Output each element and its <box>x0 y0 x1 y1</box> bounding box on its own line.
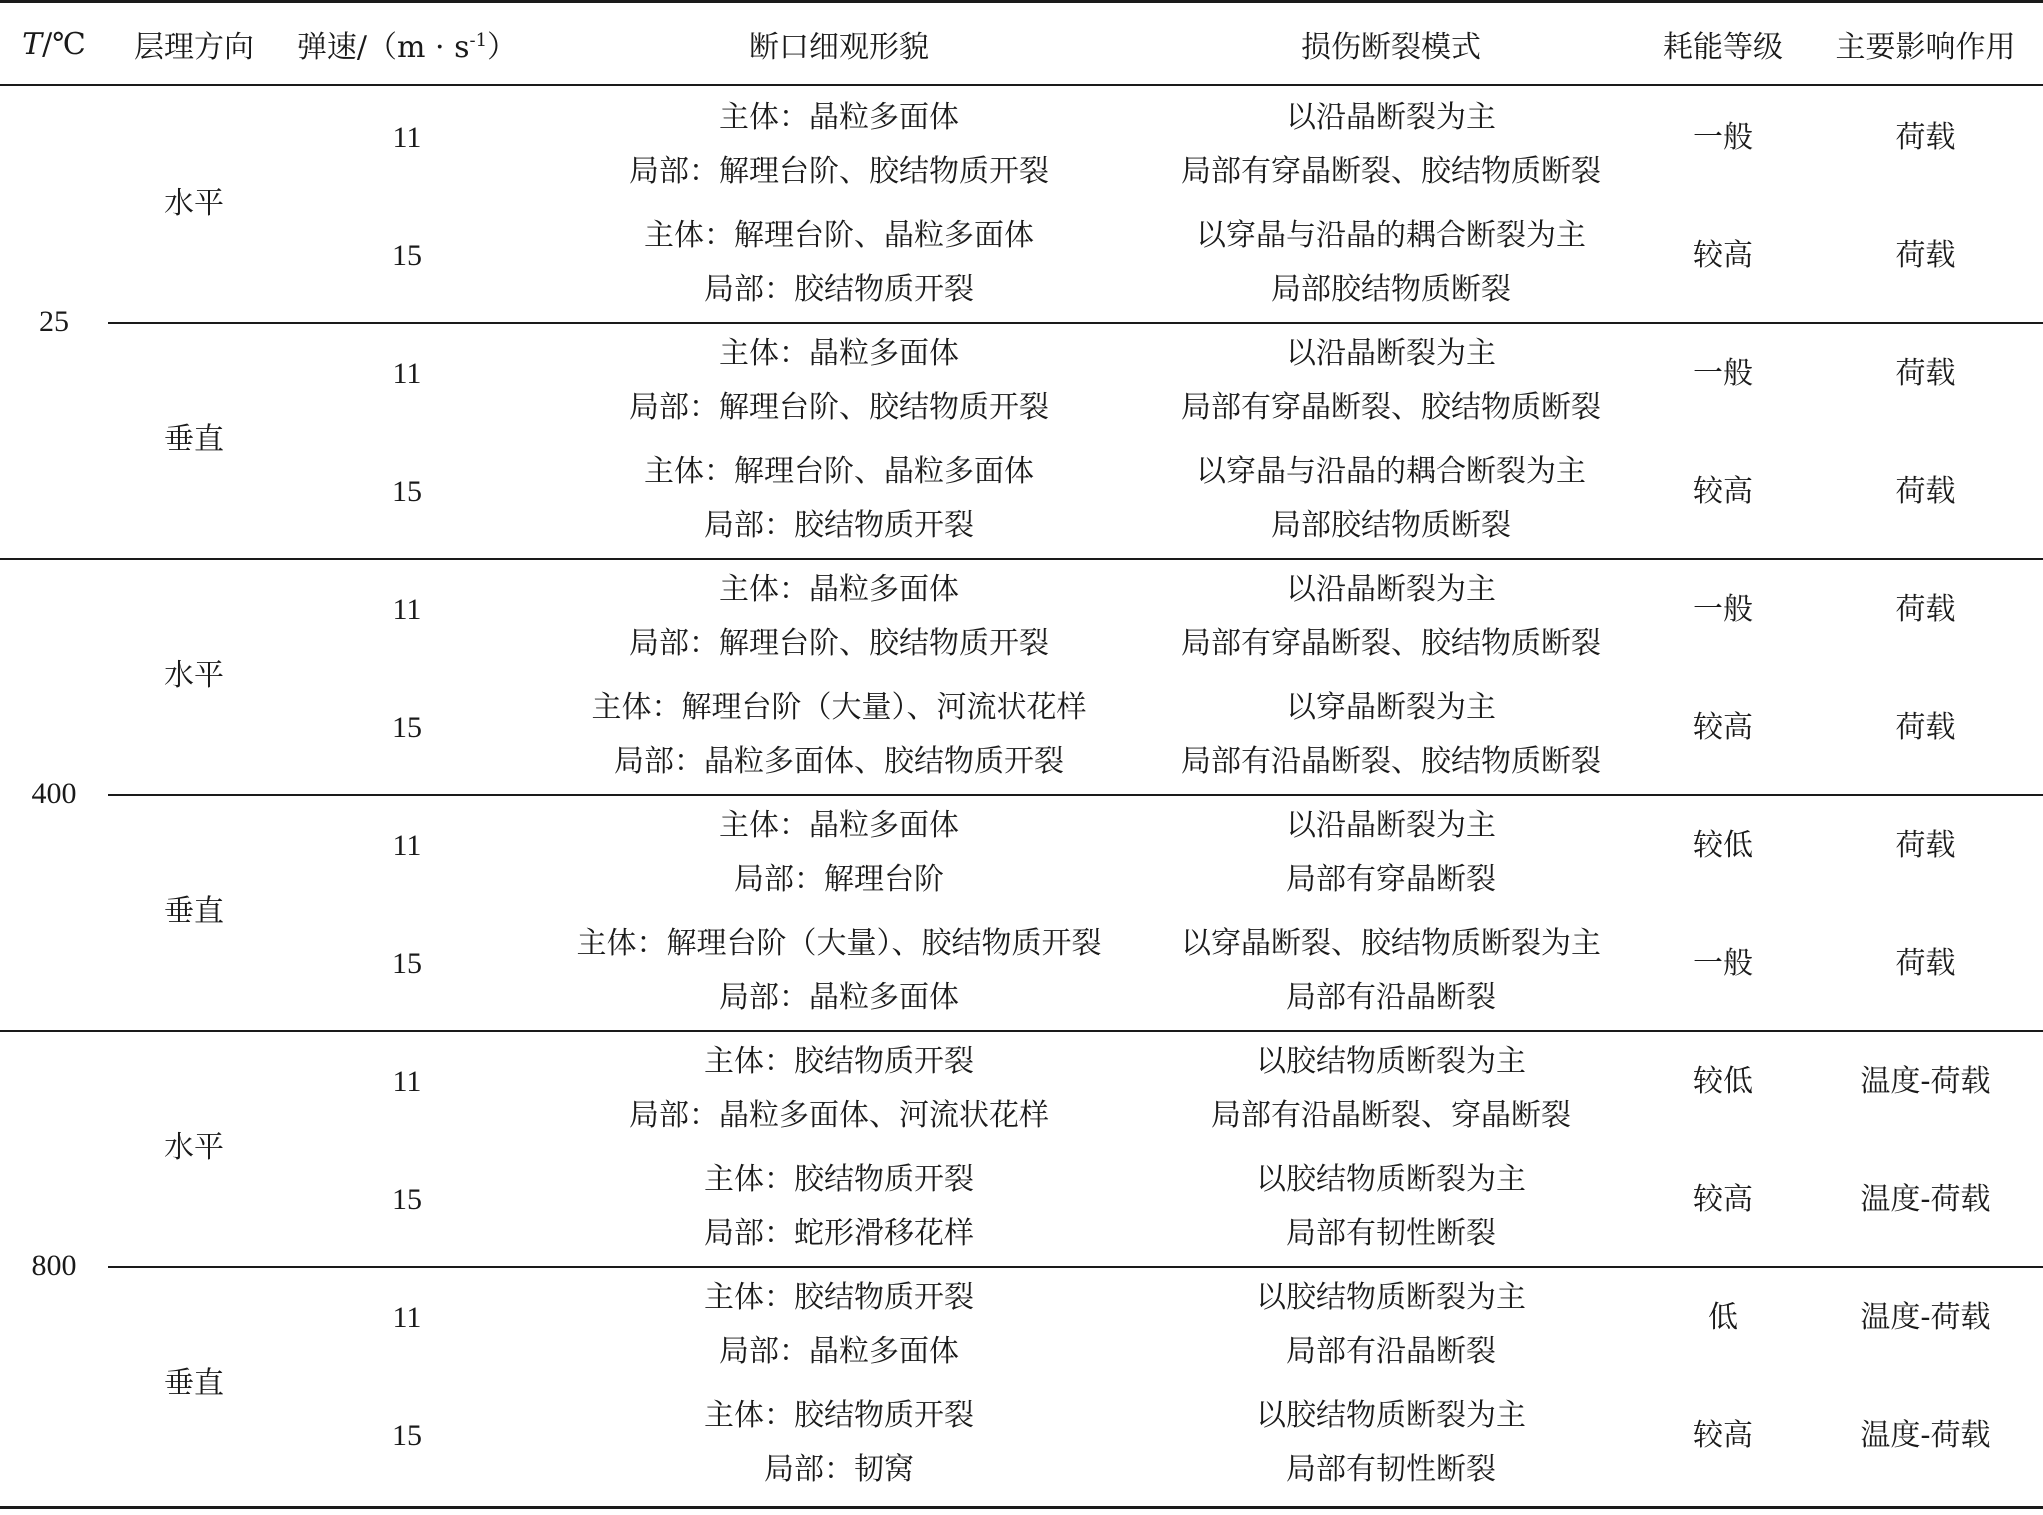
speed-cell <box>280 322 534 426</box>
main-effect-cell <box>1808 912 2043 1016</box>
damage-mode-cell-line-1: 以沿晶断裂为主 <box>1286 100 1496 135</box>
speed-cell-line-1: 15 <box>392 1419 422 1452</box>
energy-level-cell-line-1: 一般 <box>1693 356 1753 391</box>
damage-mode-cell-line-2: 局部有韧性断裂 <box>1286 1452 1496 1487</box>
direction-cell <box>108 1030 280 1266</box>
morphology-cell-line-2: 局部：解理台阶、胶结物质开裂 <box>629 154 1049 189</box>
direction-cell-line-1: 水平 <box>164 1130 224 1165</box>
morphology-cell <box>534 1030 1144 1148</box>
morphology-cell-line-1: 主体：晶粒多面体 <box>719 808 959 843</box>
damage-mode-cell-line-2: 局部有沿晶断裂 <box>1286 1334 1496 1369</box>
main-effect-cell <box>1808 204 2043 308</box>
morphology-cell <box>534 912 1144 1030</box>
morphology-cell-line-1: 主体：晶粒多面体 <box>719 572 959 607</box>
damage-mode-cell-line-2: 局部有韧性断裂 <box>1286 1216 1496 1251</box>
morphology-cell <box>534 204 1144 322</box>
damage-mode-cell-line-1: 以穿晶与沿晶的耦合断裂为主 <box>1196 454 1586 489</box>
temperature-cell-line-1: 800 <box>31 1249 77 1282</box>
damage-mode-cell-line-2: 局部有沿晶断裂、胶结物质断裂 <box>1181 744 1601 779</box>
morphology-cell-line-2: 局部：解理台阶 <box>734 862 944 897</box>
speed-cell-line-1: 11 <box>392 1065 422 1098</box>
main-effect-cell <box>1808 440 2043 544</box>
direction-divider-rule <box>108 1266 2043 1268</box>
morphology-cell-line-1: 主体：解理台阶（大量）、胶结物质开裂 <box>576 926 1102 961</box>
energy-level-cell-line-1: 较高 <box>1693 1182 1753 1217</box>
temperature-cell-line-1: 25 <box>39 305 69 338</box>
energy-level-cell-line-1: 低 <box>1708 1300 1738 1335</box>
speed-cell-line-1: 11 <box>392 829 422 862</box>
morphology-cell <box>534 676 1144 794</box>
energy-level-cell <box>1638 440 1808 544</box>
main-effect-cell-line-1: 温度-荷载 <box>1860 1300 1991 1335</box>
header-morphology: 断口细观形貌 <box>749 30 929 65</box>
main-effect-cell-line-1: 荷载 <box>1895 710 1956 745</box>
temperature-cell-line-1: 400 <box>31 777 77 810</box>
morphology-cell-line-1: 主体：胶结物质开裂 <box>704 1398 974 1433</box>
damage-mode-cell <box>1144 1030 1638 1148</box>
main-effect-cell-line-1: 荷载 <box>1895 946 1956 981</box>
header-speed <box>280 6 534 82</box>
header-speed-exponent: -1 <box>469 30 488 51</box>
morphology-cell <box>534 86 1144 204</box>
damage-mode-cell-line-1: 以胶结物质断裂为主 <box>1256 1398 1526 1433</box>
temperature-cell <box>0 1030 108 1502</box>
morphology-cell-line-1: 主体：胶结物质开裂 <box>704 1162 974 1197</box>
energy-level-cell-line-1: 一般 <box>1693 120 1753 155</box>
morphology-cell-line-1: 主体：解理台阶（大量）、河流状花样 <box>591 690 1087 725</box>
morphology-cell-line-2: 局部：晶粒多面体、河流状花样 <box>629 1098 1049 1133</box>
speed-cell <box>280 676 534 780</box>
damage-mode-cell <box>1144 322 1638 440</box>
energy-level-cell <box>1638 1384 1808 1488</box>
morphology-cell <box>534 794 1144 912</box>
damage-mode-cell-line-1: 以胶结物质断裂为主 <box>1256 1162 1526 1197</box>
speed-cell <box>280 1030 534 1134</box>
speed-cell-line-1: 11 <box>392 1301 422 1334</box>
speed-cell-line-1: 15 <box>392 947 422 980</box>
energy-level-cell-line-1: 较低 <box>1693 828 1753 863</box>
speed-cell <box>280 440 534 544</box>
header-energy-level: 耗能等级 <box>1663 30 1783 65</box>
damage-mode-cell <box>1144 1148 1638 1266</box>
direction-cell-line-1: 水平 <box>164 658 224 693</box>
morphology-cell-line-2: 局部：解理台阶、胶结物质开裂 <box>629 390 1049 425</box>
damage-mode-cell-line-1: 以沿晶断裂为主 <box>1286 808 1496 843</box>
damage-mode-cell-line-1: 以胶结物质断裂为主 <box>1256 1044 1526 1079</box>
speed-cell-line-1: 15 <box>392 239 422 272</box>
temperature-cell <box>0 558 108 1030</box>
direction-cell-line-1: 水平 <box>164 186 224 221</box>
damage-mode-cell-line-2: 局部胶结物质断裂 <box>1271 508 1511 543</box>
header-temperature <box>0 6 108 82</box>
energy-level-cell <box>1638 86 1808 190</box>
energy-level-cell <box>1638 912 1808 1016</box>
damage-mode-cell-line-2: 局部胶结物质断裂 <box>1271 272 1511 307</box>
direction-cell-line-1: 垂直 <box>164 1366 224 1401</box>
morphology-cell-line-1: 主体：胶结物质开裂 <box>704 1044 974 1079</box>
main-effect-cell <box>1808 322 2043 426</box>
damage-mode-cell <box>1144 204 1638 322</box>
speed-cell <box>280 794 534 898</box>
group-divider-rule <box>0 558 2043 560</box>
speed-cell <box>280 1148 534 1252</box>
direction-cell-line-1: 垂直 <box>164 894 224 929</box>
header-main-effect: 主要影响作用 <box>1835 30 2016 65</box>
energy-level-cell-line-1: 较高 <box>1693 710 1753 745</box>
morphology-cell-line-2: 局部：晶粒多面体 <box>719 1334 959 1369</box>
energy-level-cell <box>1638 1148 1808 1252</box>
speed-cell <box>280 204 534 308</box>
temperature-cell <box>0 86 108 558</box>
main-effect-cell-line-1: 荷载 <box>1895 120 1956 155</box>
morphology-cell-line-2: 局部：胶结物质开裂 <box>704 272 974 307</box>
damage-mode-cell-line-2: 局部有穿晶断裂 <box>1286 862 1496 897</box>
damage-mode-cell <box>1144 676 1638 794</box>
direction-cell <box>108 86 280 322</box>
damage-mode-cell-line-2: 局部有穿晶断裂、胶结物质断裂 <box>1181 154 1601 189</box>
speed-cell-line-1: 11 <box>392 593 422 626</box>
energy-level-cell-line-1: 较低 <box>1693 1064 1753 1099</box>
main-effect-cell <box>1808 676 2043 780</box>
header-temperature-unit: /℃ <box>42 26 86 62</box>
morphology-cell-line-2: 局部：解理台阶、胶结物质开裂 <box>629 626 1049 661</box>
table-top-rule <box>0 0 2043 3</box>
damage-mode-cell <box>1144 558 1638 676</box>
speed-cell-line-1: 15 <box>392 475 422 508</box>
morphology-cell-line-2: 局部：蛇形滑移花样 <box>704 1216 974 1251</box>
morphology-cell-line-1: 主体：晶粒多面体 <box>719 100 959 135</box>
speed-cell-line-1: 15 <box>392 711 422 744</box>
morphology-cell <box>534 558 1144 676</box>
direction-cell <box>108 322 280 558</box>
speed-cell-line-1: 11 <box>392 121 422 154</box>
speed-cell-line-1: 11 <box>392 357 422 390</box>
speed-cell <box>280 912 534 1016</box>
morphology-cell-line-1: 主体：胶结物质开裂 <box>704 1280 974 1315</box>
damage-mode-cell-line-1: 以沿晶断裂为主 <box>1286 572 1496 607</box>
main-effect-cell-line-1: 温度-荷载 <box>1860 1064 1991 1099</box>
morphology-cell <box>534 322 1144 440</box>
damage-mode-cell <box>1144 440 1638 558</box>
speed-cell <box>280 1266 534 1370</box>
energy-level-cell <box>1638 558 1808 662</box>
energy-level-cell <box>1638 676 1808 780</box>
morphology-cell <box>534 1266 1144 1384</box>
morphology-cell <box>534 440 1144 558</box>
damage-mode-cell <box>1144 1266 1638 1384</box>
header-speed-suffix: ） <box>487 30 518 65</box>
morphology-cell <box>534 1384 1144 1502</box>
main-effect-cell <box>1808 86 2043 190</box>
morphology-cell-line-1: 主体：晶粒多面体 <box>719 336 959 371</box>
damage-mode-cell-line-2: 局部有沿晶断裂 <box>1286 980 1496 1015</box>
direction-cell <box>108 794 280 1030</box>
group-divider-rule <box>0 1030 2043 1032</box>
main-effect-cell-line-1: 温度-荷载 <box>1860 1182 1991 1217</box>
morphology-cell-line-1: 主体：解理台阶、晶粒多面体 <box>644 218 1034 253</box>
morphology-cell-line-2: 局部：晶粒多面体 <box>719 980 959 1015</box>
main-effect-cell-line-1: 荷载 <box>1895 474 1956 509</box>
damage-mode-cell-line-2: 局部有穿晶断裂、胶结物质断裂 <box>1181 390 1601 425</box>
damage-mode-cell-line-1: 以穿晶与沿晶的耦合断裂为主 <box>1196 218 1586 253</box>
damage-mode-cell-line-1: 以胶结物质断裂为主 <box>1256 1280 1526 1315</box>
speed-cell <box>280 1384 534 1488</box>
energy-level-cell <box>1638 1266 1808 1370</box>
main-effect-cell <box>1808 1030 2043 1134</box>
main-effect-cell <box>1808 1266 2043 1370</box>
energy-level-cell <box>1638 204 1808 308</box>
damage-mode-cell-line-1: 以穿晶断裂为主 <box>1286 690 1496 725</box>
main-effect-cell-line-1: 温度-荷载 <box>1860 1418 1991 1453</box>
damage-mode-cell-line-2: 局部有穿晶断裂、胶结物质断裂 <box>1181 626 1601 661</box>
damage-mode-cell <box>1144 86 1638 204</box>
speed-cell-line-1: 15 <box>392 1183 422 1216</box>
direction-cell <box>108 1266 280 1502</box>
main-effect-cell <box>1808 794 2043 898</box>
header-speed-prefix: 弹速/（m · s <box>296 30 470 65</box>
speed-cell <box>280 86 534 190</box>
energy-level-cell-line-1: 较高 <box>1693 1418 1753 1453</box>
speed-cell <box>280 558 534 662</box>
main-effect-cell-line-1: 荷载 <box>1895 356 1956 391</box>
energy-level-cell <box>1638 1030 1808 1134</box>
main-effect-cell-line-1: 荷载 <box>1895 592 1956 627</box>
damage-mode-cell-line-1: 以穿晶断裂、胶结物质断裂为主 <box>1181 926 1601 961</box>
direction-divider-rule <box>108 322 2043 324</box>
header-temperature-symbol: T <box>22 26 43 62</box>
energy-level-cell-line-1: 较高 <box>1693 474 1753 509</box>
main-effect-cell-line-1: 荷载 <box>1895 238 1956 273</box>
main-effect-cell <box>1808 1148 2043 1252</box>
damage-mode-cell <box>1144 1384 1638 1502</box>
damage-mode-cell-line-2: 局部有沿晶断裂、穿晶断裂 <box>1211 1098 1571 1133</box>
morphology-cell-line-2: 局部：胶结物质开裂 <box>704 508 974 543</box>
morphology-cell-line-2: 局部：晶粒多面体、胶结物质开裂 <box>614 744 1064 779</box>
direction-divider-rule <box>108 794 2043 796</box>
direction-cell-line-1: 垂直 <box>164 422 224 457</box>
main-effect-cell <box>1808 1384 2043 1488</box>
morphology-cell-line-2: 局部：韧窝 <box>764 1452 914 1487</box>
energy-level-cell-line-1: 较高 <box>1693 238 1753 273</box>
damage-mode-cell <box>1144 912 1638 1030</box>
morphology-cell <box>534 1148 1144 1266</box>
direction-cell <box>108 558 280 794</box>
header-damage-mode: 损伤断裂模式 <box>1301 30 1481 65</box>
energy-level-cell-line-1: 一般 <box>1693 592 1753 627</box>
table-header-rule <box>0 84 2043 86</box>
energy-level-cell <box>1638 322 1808 426</box>
energy-level-cell-line-1: 一般 <box>1693 946 1753 981</box>
table-bottom-rule <box>0 1506 2043 1509</box>
header-direction: 层理方向 <box>134 30 254 65</box>
damage-mode-cell-line-1: 以沿晶断裂为主 <box>1286 336 1496 371</box>
main-effect-cell <box>1808 558 2043 662</box>
main-effect-cell-line-1: 荷载 <box>1895 828 1956 863</box>
energy-level-cell <box>1638 794 1808 898</box>
morphology-cell-line-1: 主体：解理台阶、晶粒多面体 <box>644 454 1034 489</box>
damage-mode-cell <box>1144 794 1638 912</box>
